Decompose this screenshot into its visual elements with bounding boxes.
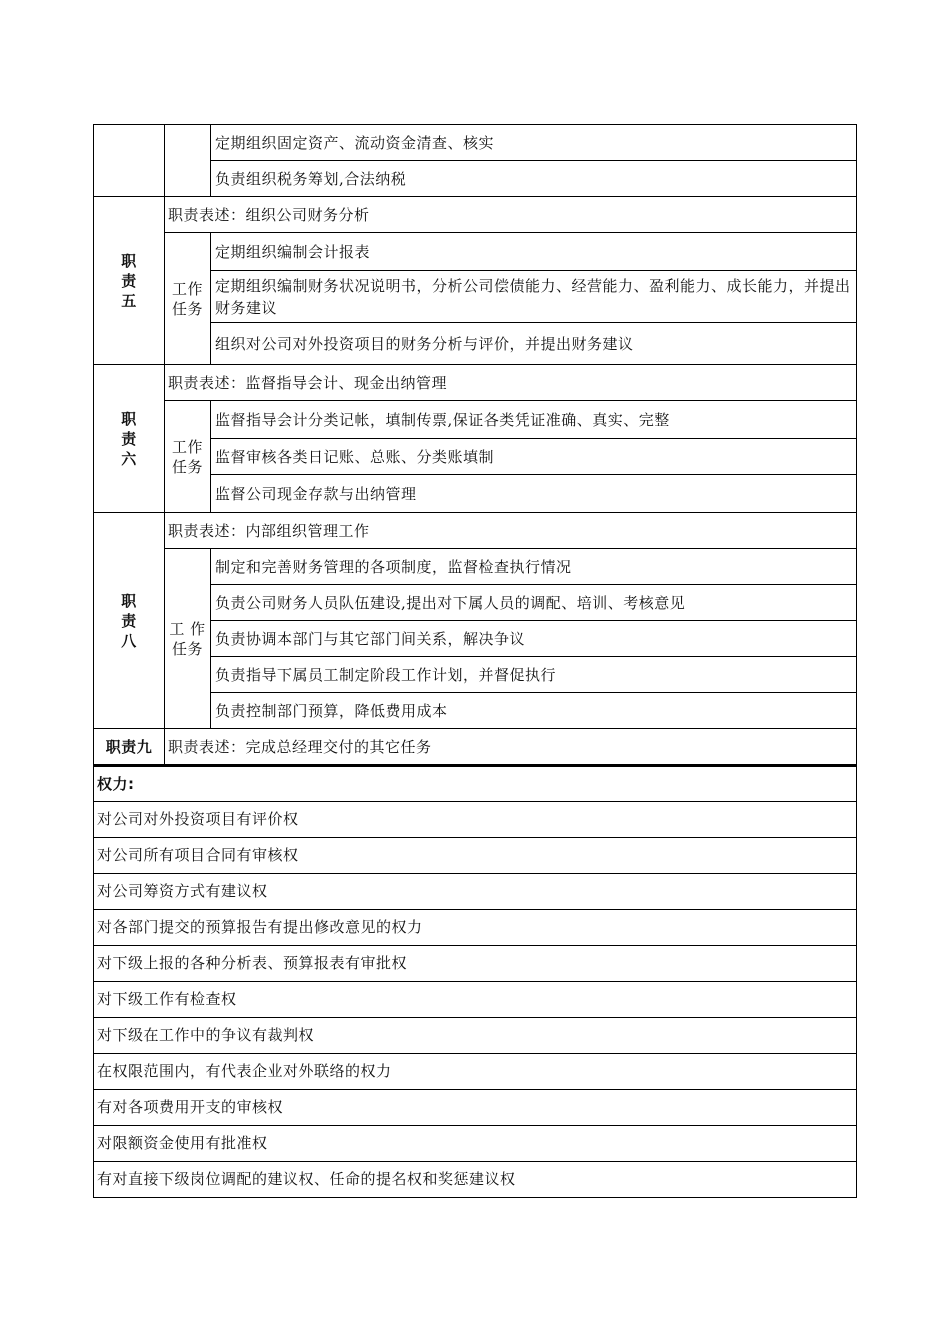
duty-label-9: 职责九 <box>94 729 165 765</box>
task-item: 监督审核各类日记账、总账、分类账填制 <box>211 439 857 475</box>
powers-table <box>93 765 857 1198</box>
table-row <box>94 549 857 585</box>
task-item: 负责组织税务筹划,合法纳税 <box>211 161 857 197</box>
duties-table <box>93 124 857 765</box>
task-item: 定期组织编制会计报表 <box>211 233 857 271</box>
table-row <box>94 945 857 981</box>
task-item: 监督公司现金存款与出纳管理 <box>211 475 857 513</box>
task-item: 组织对公司对外投资项目的财务分析与评价，并提出财务建议 <box>211 323 857 365</box>
document-sheet <box>93 124 857 1198</box>
table-row <box>94 801 857 837</box>
table-row <box>94 981 857 1017</box>
power-item: 对下级在工作中的争议有裁判权 <box>94 1017 857 1053</box>
table-row <box>94 513 857 549</box>
task-item: 定期组织固定资产、流动资金清查、核实 <box>211 125 857 161</box>
table-row <box>94 909 857 945</box>
task-label-8: 工 作任务 <box>165 549 211 729</box>
power-item: 对公司对外投资项目有评价权 <box>94 801 857 837</box>
table-row <box>94 837 857 873</box>
task-label-5: 工作任务 <box>165 233 211 365</box>
task-item: 负责指导下属员工制定阶段工作计划，并督促执行 <box>211 657 857 693</box>
table-row <box>94 197 857 233</box>
table-row <box>94 1017 857 1053</box>
duty-label-cont <box>94 125 165 197</box>
duty-label-6: 职责六 <box>94 365 165 513</box>
table-row <box>94 873 857 909</box>
duty-label-5: 职责五 <box>94 197 165 365</box>
power-item: 对下级工作有检查权 <box>94 981 857 1017</box>
power-item: 对公司筹资方式有建议权 <box>94 873 857 909</box>
task-label-cont <box>165 125 211 197</box>
task-item: 监督指导会计分类记帐，填制传票,保证各类凭证准确、真实、完整 <box>211 401 857 439</box>
duty-label-8: 职责八 <box>94 513 165 729</box>
table-row <box>94 729 857 765</box>
table-row <box>94 1125 857 1161</box>
table-row <box>94 766 857 801</box>
power-item: 对限额资金使用有批准权 <box>94 1125 857 1161</box>
power-item: 有对各项费用开支的审核权 <box>94 1089 857 1125</box>
power-item: 有对直接下级岗位调配的建议权、任命的提名权和奖惩建议权 <box>94 1161 857 1197</box>
duty-statement-5: 职责表述：组织公司财务分析 <box>165 197 857 233</box>
duty-statement-6: 职责表述：监督指导会计、现金出纳管理 <box>165 365 857 401</box>
task-item: 负责协调本部门与其它部门间关系，解决争议 <box>211 621 857 657</box>
power-item: 对下级上报的各种分析表、预算报表有审批权 <box>94 945 857 981</box>
table-row <box>94 233 857 271</box>
power-item: 对公司所有项目合同有审核权 <box>94 837 857 873</box>
table-row <box>94 1053 857 1089</box>
task-label-6: 工作任务 <box>165 401 211 513</box>
power-item: 在权限范围内，有代表企业对外联络的权力 <box>94 1053 857 1089</box>
duty-statement-8: 职责表述：内部组织管理工作 <box>165 513 857 549</box>
task-item: 制定和完善财务管理的各项制度，监督检查执行情况 <box>211 549 857 585</box>
table-row <box>94 365 857 401</box>
powers-title: 权力: <box>94 766 857 801</box>
task-item: 定期组织编制财务状况说明书，分析公司偿债能力、经营能力、盈利能力、成长能力，并提出财务建议 <box>211 271 857 323</box>
task-item: 负责公司财务人员队伍建设,提出对下属人员的调配、培训、考核意见 <box>211 585 857 621</box>
duty-statement-9: 职责表述：完成总经理交付的其它任务 <box>165 729 857 765</box>
task-item: 负责控制部门预算，降低费用成本 <box>211 693 857 729</box>
table-row <box>94 1089 857 1125</box>
table-row <box>94 401 857 439</box>
table-row <box>94 125 857 161</box>
power-item: 对各部门提交的预算报告有提出修改意见的权力 <box>94 909 857 945</box>
table-row <box>94 1161 857 1197</box>
